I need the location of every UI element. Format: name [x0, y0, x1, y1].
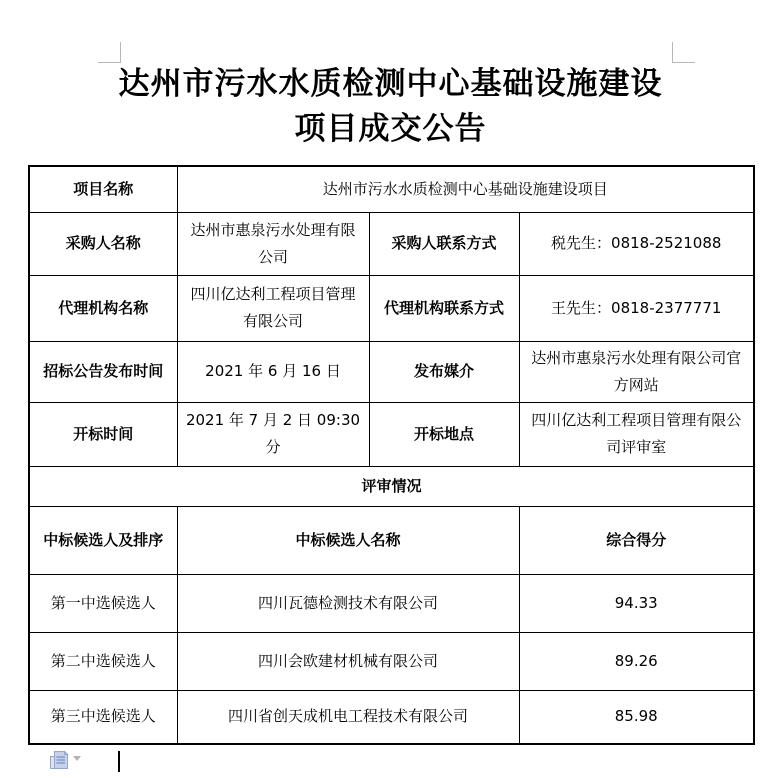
candidate-name-header: 中标候选人名称 — [177, 506, 519, 574]
purchaser-contact-value: 税先生：0818-2521088 — [519, 212, 754, 275]
table-row — [29, 402, 754, 466]
candidate-row — [29, 632, 754, 690]
project-name-label: 项目名称 — [29, 166, 177, 212]
candidate-1-rank: 第一中选候选人 — [29, 574, 177, 632]
candidate-3-score: 85.98 — [519, 690, 754, 744]
candidate-score-header: 综合得分 — [519, 506, 754, 574]
table-row — [29, 506, 754, 574]
bid-open-time-label: 开标时间 — [29, 402, 177, 466]
agency-value: 四川亿达利工程项目管理有限公司 — [177, 275, 369, 341]
announce-date-value: 2021 年 6 月 16 日 — [177, 341, 369, 402]
purchaser-value: 达州市惠泉污水处理有限公司 — [177, 212, 369, 275]
project-name-value: 达州市污水水质检测中心基础设施建设项目 — [177, 166, 754, 212]
agency-contact-value: 王先生：0818-2377771 — [519, 275, 754, 341]
candidate-2-score: 89.26 — [519, 632, 754, 690]
candidate-1-name: 四川瓦德检测技术有限公司 — [177, 574, 519, 632]
document-title-line1: 达州市污水水质检测中心基础设施建设 — [118, 66, 663, 102]
agency-contact-label: 代理机构联系方式 — [369, 275, 519, 341]
table-row — [29, 166, 754, 212]
purchaser-label: 采购人名称 — [29, 212, 177, 275]
document-title-line2: 项目成交公告 — [294, 111, 487, 147]
bid-open-place-label: 开标地点 — [369, 402, 519, 466]
table-row — [29, 275, 754, 341]
candidate-row — [29, 690, 754, 744]
document-title — [20, 62, 761, 152]
candidate-3-rank: 第三中选候选人 — [29, 690, 177, 744]
publish-media-label: 发布媒介 — [369, 341, 519, 402]
page-margin-mark-top-right — [672, 42, 695, 63]
candidate-row — [29, 574, 754, 632]
announce-date-label: 招标公告发布时间 — [29, 341, 177, 402]
table-row — [29, 341, 754, 402]
publish-media-value: 达州市惠泉污水处理有限公司官方网站 — [519, 341, 754, 402]
candidate-3-name: 四川省创天成机电工程技术有限公司 — [177, 690, 519, 744]
table-row — [29, 466, 754, 506]
paste-options-icon — [49, 750, 69, 778]
agency-label: 代理机构名称 — [29, 275, 177, 341]
evaluation-section-title: 评审情况 — [29, 466, 754, 506]
bid-open-place-value: 四川亿达利工程项目管理有限公司评审室 — [519, 402, 754, 466]
announcement-table — [28, 165, 755, 745]
candidate-2-rank: 第二中选候选人 — [29, 632, 177, 690]
candidate-1-score: 94.33 — [519, 574, 754, 632]
paste-options-button[interactable] — [49, 750, 83, 774]
text-cursor — [118, 751, 120, 772]
candidate-2-name: 四川会欧建材机械有限公司 — [177, 632, 519, 690]
bid-open-time-value: 2021 年 7 月 2 日 09:30 分 — [177, 402, 369, 466]
table-row — [29, 212, 754, 275]
chevron-down-icon[interactable] — [73, 756, 81, 761]
page-margin-mark-top-left — [98, 42, 121, 63]
candidate-rank-header: 中标候选人及排序 — [29, 506, 177, 574]
purchaser-contact-label: 采购人联系方式 — [369, 212, 519, 275]
